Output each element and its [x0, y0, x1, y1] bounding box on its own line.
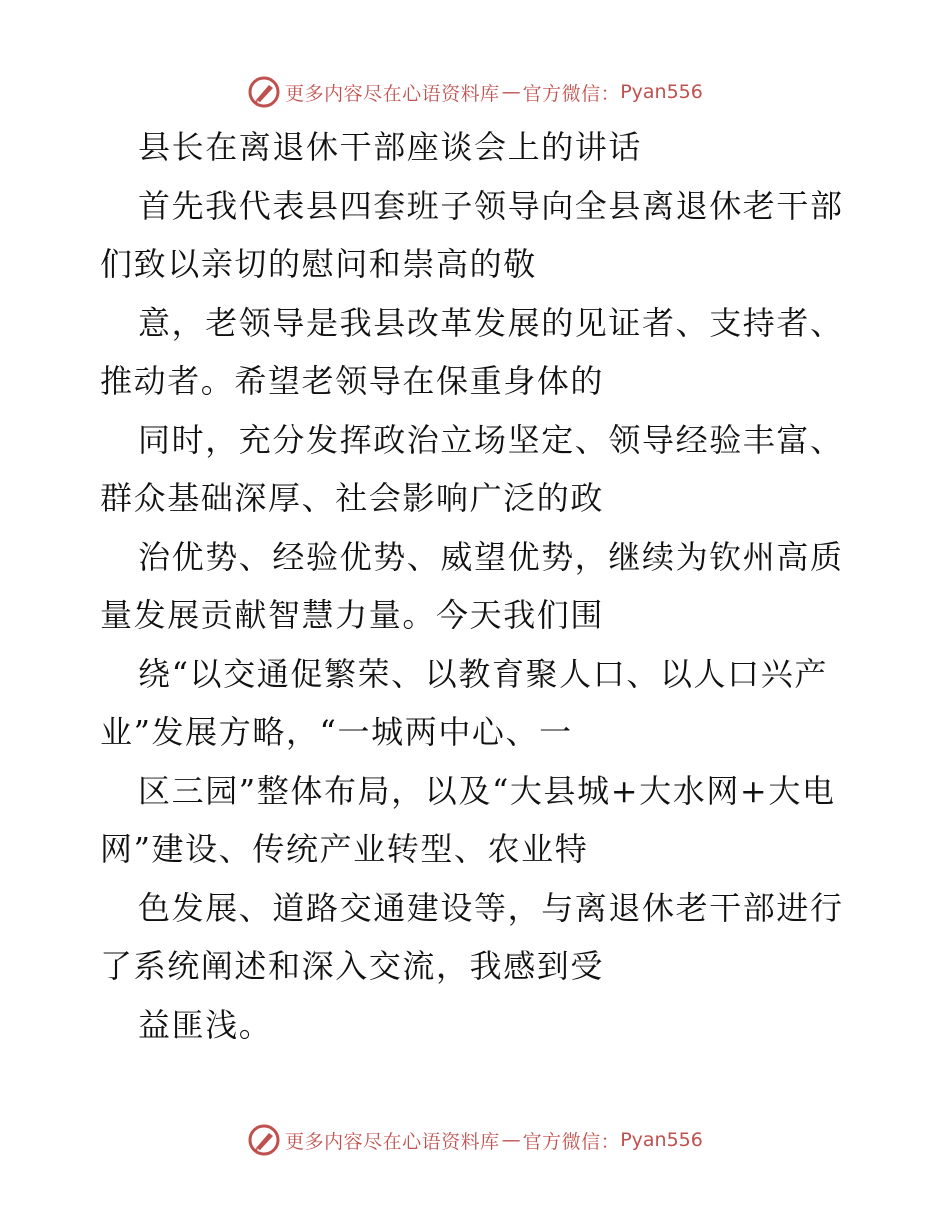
- paragraph-line: 益匪浅。: [138, 1005, 273, 1044]
- watermark-text: 更多内容尽在心语资料库: [285, 82, 500, 105]
- pen-logo-icon: [247, 75, 281, 109]
- footer-watermark: [0, 1120, 950, 1160]
- paragraph-line: 首先我代表县四套班子领导向全县离退休老干部: [138, 186, 844, 225]
- paragraph-line: 们致以亲切的慰问和崇高的敬: [100, 245, 537, 283]
- paragraph-line: 色发展、道路交通建设等，与离退休老干部进行: [138, 888, 844, 927]
- header-watermark: [0, 72, 950, 112]
- watermark-separator: —: [501, 81, 521, 103]
- paragraph-line: 治优势、经验优势、威望优势，继续为钦州高质: [138, 537, 844, 576]
- paragraph-line: 业”发展方略，“一城两中心、一: [100, 713, 573, 751]
- paragraph-line: 同时，充分发挥政治立场坚定、领导经验丰富、: [138, 420, 844, 459]
- paragraph-line: 推动者。希望老领导在保重身体的: [100, 362, 605, 400]
- watermark-text: 更多内容尽在心语资料库: [285, 1130, 500, 1153]
- paragraph-line: 绕“以交通促繁荣、以教育聚人口、以人口兴产: [138, 654, 828, 693]
- watermark-label: 官方微信：: [522, 82, 621, 105]
- document-body: [100, 118, 860, 1054]
- paragraph-line: 网”建设、传统产业转型、农业特: [100, 830, 589, 868]
- pen-logo-icon: [247, 1123, 281, 1157]
- paragraph-line: 区三园”整体布局，以及“大县城+大水网+大电: [138, 771, 836, 810]
- watermark-account: Pyan556: [620, 81, 703, 103]
- paragraph-line: 群众基础深厚、社会影响广泛的政: [100, 479, 605, 517]
- document-title: 县长在离退休干部座谈会上的讲话: [138, 128, 643, 166]
- watermark-account: Pyan556: [620, 1129, 703, 1151]
- paragraph-line: 量发展贡献智慧力量。今天我们围: [100, 596, 605, 634]
- paragraph-line: 了系统阐述和深入交流，我感到受: [100, 947, 605, 985]
- watermark-separator: —: [501, 1129, 521, 1151]
- paragraph-line: 意，老领导是我县改革发展的见证者、支持者、: [138, 303, 844, 342]
- watermark-label: 官方微信：: [522, 1130, 621, 1153]
